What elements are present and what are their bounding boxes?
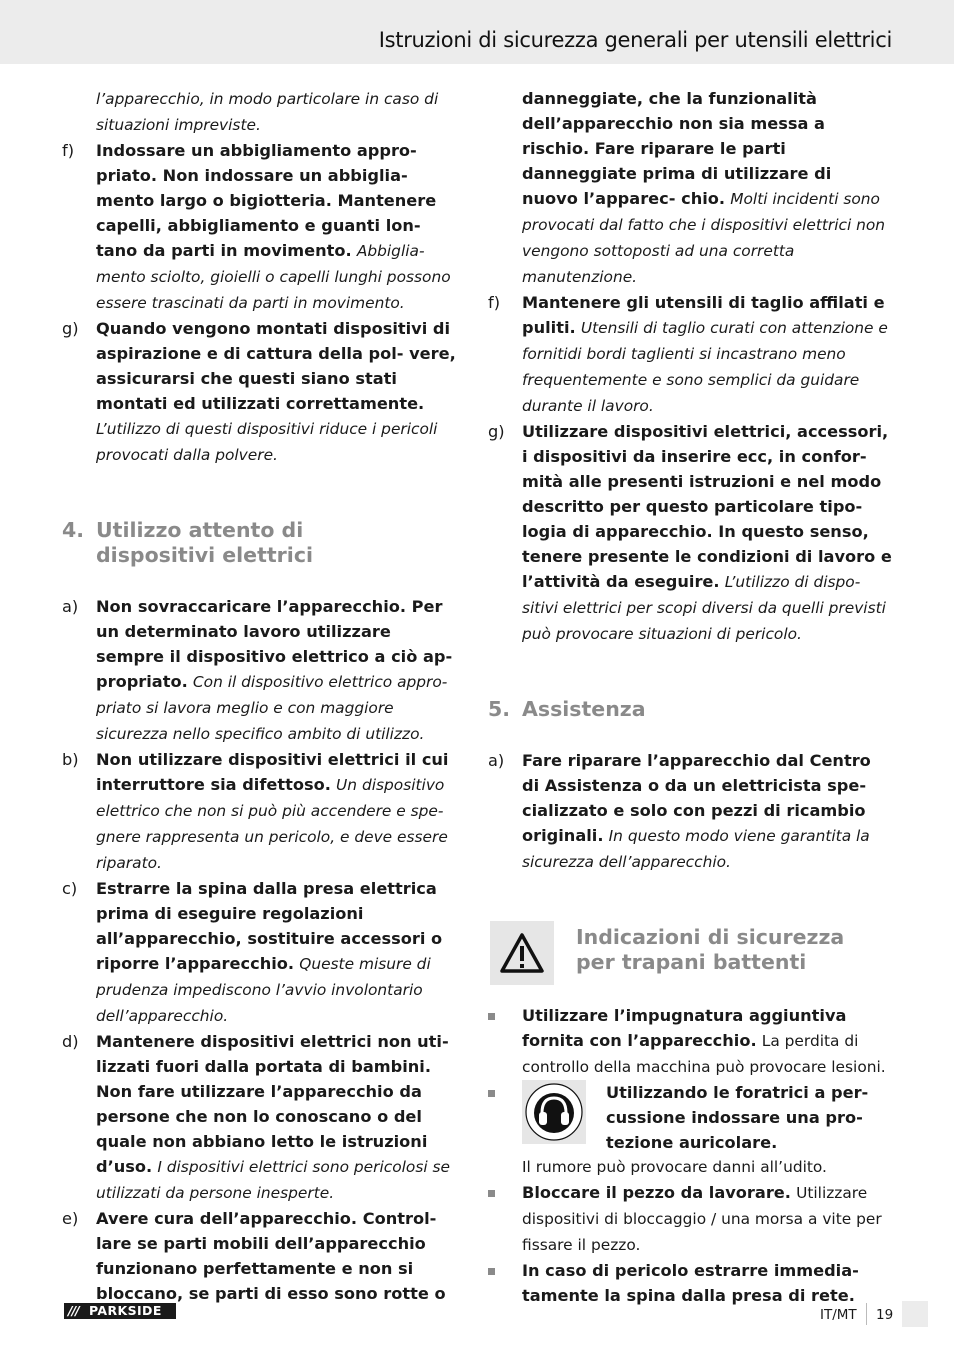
item-text: L’utilizzo di questi dispositivi riduce i pericoli provocati dalla polvere. — [96, 420, 438, 464]
item-marker: a) — [62, 597, 79, 616]
warning-title: Indicazioni di sicurezza per trapani battenti — [576, 925, 845, 974]
intro-text: l’apparecchio, in modo particolare in caso di situazioni impreviste. — [96, 90, 439, 134]
item-bold: Utilizzando le foratrici a per- cussione indossare una pro- tezione auricolare. — [606, 1083, 869, 1152]
item-bold: Mantenere gli utensili di taglio affilati e puliti. — [522, 293, 885, 337]
page-header — [0, 0, 954, 64]
item-text: Abbiglia- mento sciolto, gioielli o capelli lunghi possono essere trascinati da parti in movimento. — [96, 242, 451, 312]
item-bold: In caso di pericolo estrarre immedia- tamente la spina dalla presa di rete. — [522, 1261, 859, 1305]
warning-heading — [490, 921, 892, 985]
item-e — [62, 1206, 462, 1306]
item-text: Utensili di taglio curati con attenzione e fornitidi bordi taglienti si incastrano meno frequentemente e sono semplici da guidare durante il lavoro. — [522, 319, 888, 415]
item-bold: Estrarre la spina dalla presa elettrica prima di eseguire regolazioni all’apparecchio, sostituire accessori o riporre l’apparecchio. — [96, 879, 443, 973]
item-marker: g) — [488, 422, 505, 441]
item-text: Il rumore può provocare danni all’udito. — [522, 1158, 827, 1176]
bullet-item — [488, 1258, 892, 1308]
item-f — [488, 290, 892, 419]
item-bold: Avere cura dell’apparecchio. Control- lare se parti mobili dell’apparecchio funzionano perfettamente e non si bloccano, se parti di esso sono rotte o — [96, 1209, 446, 1303]
item-bold: Quando vengono montati dispositivi di aspirazione e di cattura della pol- vere, assicurarsi che questi siano stati montati ed utilizzati correttamente. — [96, 319, 456, 413]
item-marker: f) — [62, 141, 75, 160]
page-number: 19 — [876, 1307, 894, 1323]
parkside-logo: /// PARKSIDE — [64, 1303, 176, 1319]
item-bold: Fare riparare l’apparecchio dal Centro di Assistenza o da un elettricista spe- cializzato e solo con pezzi di ricambio originali. — [522, 751, 871, 845]
bullet-square-icon — [488, 1013, 495, 1020]
item-b — [62, 747, 462, 876]
item-marker: e) — [62, 1209, 79, 1228]
footer-tab — [902, 1301, 928, 1327]
item-text: L’utilizzo di dispo- sitivi elettrici per scopi diversi da quelli previsti può provocare situazioni di pericolo. — [522, 573, 886, 643]
item-marker: g) — [62, 319, 79, 338]
item-bold: Mantenere dispositivi elettrici non uti- lizzati fuori dalla portata di bambini. Non fare utilizzare l’apparecchio da persone che non lo conoscano o del quale non abbiano letto le istruzioni d’uso. — [96, 1032, 449, 1176]
item-marker: f) — [488, 293, 501, 312]
section-4-heading — [62, 518, 462, 568]
section-number: 5. — [488, 697, 511, 721]
item-bold: danneggiate, che la funzionalità dell’apparecchio non sia messa a rischio. Fare riparare le parti danneggiate prima di utilizzare di nuovo l’apparec- chio. — [522, 89, 832, 208]
item-text: Utilizzare dispositivi di bloccaggio / una morsa a vite per fissare il pezzo. — [522, 1184, 882, 1254]
item-marker: a) — [488, 751, 505, 770]
item-bold: Non sovraccaricare l’apparecchio. Per un determinato lavoro utilizzare sempre il dispositivo elettrico a ciò ap- propriato. — [96, 597, 453, 691]
item-text: Con il dispositivo elettrico appro- priato si lavora meglio e con maggiore sicurezza nello specifico ambito di utilizzo. — [96, 673, 448, 743]
item-bold: Utilizzare dispositivi elettrici, accessori, i dispositivi da inserire ecc, in confor- mità alle presenti istruzioni e nel modo descritto per questo particolare tipo- logia di apparecchio. In questo senso, tenere presente le condizioni di lavoro e l’attività da eseguire. — [522, 422, 892, 591]
section-title: Utilizzo attento di dispositivi elettrici — [96, 518, 313, 567]
item-f — [62, 138, 462, 316]
item-marker: c) — [62, 879, 78, 898]
section-number: 4. — [62, 518, 85, 542]
bullet-item — [488, 1180, 892, 1258]
ear-protection-icon — [522, 1080, 586, 1144]
item-g — [62, 316, 462, 468]
item-bold: Non utilizzare dispositivi elettrici il cui interruttore sia difettoso. — [96, 750, 449, 794]
warning-triangle-icon — [490, 921, 554, 985]
item-text: I dispositivi elettrici sono pericolosi se utilizzati da persone inesperte. — [96, 1158, 450, 1202]
continued-item — [488, 86, 892, 290]
bullet-square-icon — [488, 1190, 495, 1197]
bullet-item — [488, 1003, 892, 1080]
item-text: La perdita di controllo della macchina può provocare lesioni. — [522, 1032, 886, 1076]
item-text: In questo modo viene garantita la sicurezza dell’apparecchio. — [522, 827, 870, 871]
item-d — [62, 1029, 462, 1206]
item-marker: b) — [62, 750, 79, 769]
item-a — [488, 748, 892, 875]
item-marker: d) — [62, 1032, 79, 1051]
item-c — [62, 876, 462, 1029]
bullet-square-icon — [488, 1268, 495, 1275]
section-title: Assistenza — [522, 697, 646, 721]
footer-divider — [866, 1303, 867, 1325]
right-column — [488, 86, 892, 1308]
item-bold: Bloccare il pezzo da lavorare. — [522, 1183, 791, 1202]
item-bold: Utilizzare l’impugnatura aggiuntiva fornita con l’apparecchio. — [522, 1006, 847, 1050]
item-bold: Indossare un abbigliamento appro- priato. Non indossare un abbiglia- mento largo o bigiotteria. Mantenere capelli, abbigliamento e guanti lon- tano da parti in movimento. — [96, 141, 437, 260]
item-g — [488, 419, 892, 647]
language-code: IT/MT — [820, 1307, 857, 1323]
left-column — [62, 86, 462, 1306]
page-title: Istruzioni di sicurezza generali per utensili elettrici — [378, 28, 892, 52]
section-5-heading — [488, 697, 892, 722]
item-text: Un dispositivo elettrico che non si può più accendere e spe- gnere rappresenta un pericolo, e deve essere riparato. — [96, 776, 448, 872]
item-text: Queste misure di prudenza impediscono l’avvio involontario dell’apparecchio. — [96, 955, 431, 1025]
bullet-square-icon — [488, 1090, 495, 1097]
item-text: Molti incidenti sono provocati dal fatto che i dispositivi elettrici non vengono sottoposti ad una corretta manutenzione. — [522, 190, 886, 286]
item-a — [62, 594, 462, 747]
bullet-item — [488, 1080, 892, 1180]
